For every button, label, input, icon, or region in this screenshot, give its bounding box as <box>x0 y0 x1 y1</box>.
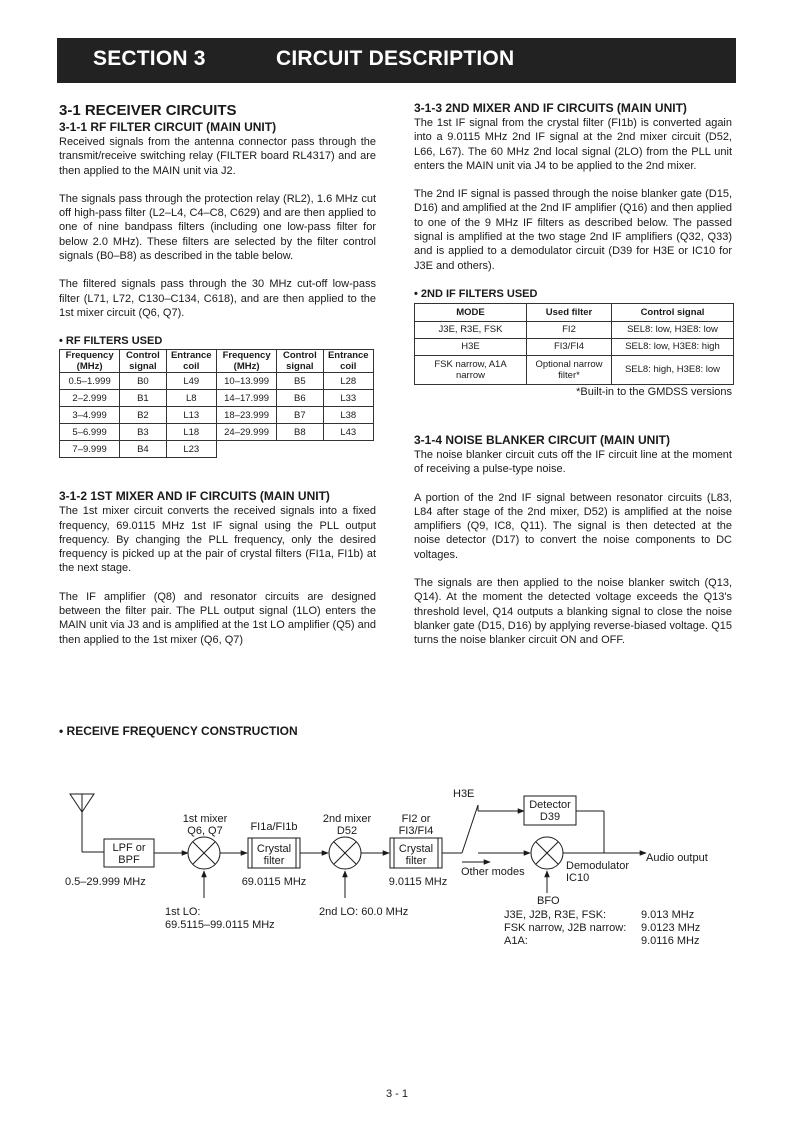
crystal-filter-1-label-2: filter <box>263 855 285 867</box>
rf-filter-paragraph-3: The filtered signals pass through the 30 MHz cut-off low-pass filter (L71, L72, C130–C134, C618), and are then applied to the 1st mixer circuit (Q6, Q7). <box>59 278 376 319</box>
table-cell: 3–4.999 <box>60 407 120 424</box>
table-cell: 14–17.999 <box>216 390 276 407</box>
table-row <box>60 390 374 407</box>
section-header-bar <box>57 38 736 83</box>
receiver-circuits-heading: 3-1 RECEIVER CIRCUITS <box>59 102 237 119</box>
lpf-label-2: BPF <box>118 854 140 866</box>
h3e-label: H3E <box>453 788 475 800</box>
crystal-filter-2-label-2: filter <box>405 855 427 867</box>
fi1-label: FI1a/FI1b <box>250 821 298 833</box>
page-number: 3 - 1 <box>385 1088 408 1100</box>
first-if-frequency: 69.0115 MHz <box>241 876 307 888</box>
table-header-cell: Entrance coil <box>323 350 373 373</box>
table-cell: B8 <box>277 424 323 441</box>
other-modes-label: Other modes <box>461 866 525 878</box>
second-mixer-heading: 3-1-3 2ND MIXER AND IF CIRCUITS (MAIN UNIT) <box>414 101 687 115</box>
table-cell: B1 <box>120 390 166 407</box>
table-cell: L43 <box>323 424 373 441</box>
second-mixer-paragraph-1: The 1st IF signal from the crystal filter (FI1b) is converted again into a 9.0115 MHz 2nd IF signal at the 2nd mixer circuit (D52, L66, L67). The 60 MHz 2nd local signal (2LO) from the PLL unit enters the MAIN unit via J4 to be applied to the 2nd mixer. <box>414 117 732 172</box>
table-cell: Optional narrow filter* <box>527 355 612 384</box>
table-header-cell: Control signal <box>277 350 323 373</box>
section-number: SECTION 3 <box>93 47 206 70</box>
section-title: CIRCUIT DESCRIPTION <box>276 47 515 70</box>
receive-frequency-construction-title: • RECEIVE FREQUENCY CONSTRUCTION <box>59 724 298 738</box>
table-row <box>60 373 374 390</box>
if-filters-table <box>414 303 734 385</box>
table-cell: 7–9.999 <box>60 441 120 458</box>
first-mixer-part-label: Q6, Q7 <box>187 825 223 837</box>
table-cell: L18 <box>166 424 216 441</box>
bfo-freq-2: 9.0123 MHz <box>641 922 701 934</box>
table-header-cell: Frequency (MHz) <box>216 350 276 373</box>
table-row <box>415 338 734 355</box>
table-cell: SEL8: low, H3E8: high <box>612 338 734 355</box>
second-mixer-label: 2nd mixer <box>322 813 372 825</box>
table-header-cell: MODE <box>415 303 527 321</box>
table-cell: H3E <box>415 338 527 355</box>
crystal-filter-1-label-1: Crystal <box>256 843 292 855</box>
table-cell: L13 <box>166 407 216 424</box>
table-cell: B6 <box>277 390 323 407</box>
table-row <box>415 355 734 384</box>
first-mixer-paragraph-2: The IF amplifier (Q8) and resonator circuits are designed between the filter pair. The PLL output signal (1LO) enters the MAIN unit via J3 and is amplified at the 1st LO amplifier (Q5) and then applied to the 1st mixer (Q6, Q7) <box>59 590 376 646</box>
noise-blanker-paragraph-2: A portion of the 2nd IF signal between resonator circuits (L83, L84 after stage of the 2nd mixer, D52) is amplified at the noise amplifiers (Q9, IC8, Q11). The signal is then detected at the noise detector (D17) to convert the noise components to DC voltages. <box>414 491 732 561</box>
table-cell: FSK narrow, A1A narrow <box>415 355 527 384</box>
first-lo-label: 1st LO: <box>165 906 201 918</box>
second-mixer-part-label: D52 <box>336 825 358 837</box>
second-lo-label: 2nd LO: 60.0 MHz <box>319 906 409 918</box>
bfo-mode-3: A1A: <box>504 935 528 947</box>
first-mixer-icon <box>188 837 220 869</box>
table-cell: L33 <box>323 390 373 407</box>
table-cell: FI2 <box>527 321 612 338</box>
table-cell: J3E, R3E, FSK <box>415 321 527 338</box>
receive-frequency-diagram <box>0 780 793 960</box>
table-row <box>60 407 374 424</box>
demodulator-mixer-icon <box>531 837 563 869</box>
first-mixer-paragraph-1: The 1st mixer circuit converts the received signals into a fixed frequency, 69.0115 MHz 1st IF signal using the PLL output frequency. By changing the PLL frequency, only the desired frequency is picked up at the pair of crystal filters (FI1a, FI1b) at the next stage. <box>59 505 376 575</box>
table-cell: 10–13.999 <box>216 373 276 390</box>
second-mixer-paragraph-2: The 2nd IF signal is passed through the noise blanker gate (D15, D16) and amplified at the 2nd IF amplifier (Q16) and then applied to one of the 9 MHz IF filters as described below. The passed signal is amplified at the two stage 2nd IF amplifiers (Q32, Q33) and is applied to a demodulator circuit (D39 for H3E or IC10 for J3E and others). <box>414 188 732 272</box>
noise-blanker-paragraph-3: The signals are then applied to the noise blanker switch (Q13, Q14). At the moment the detected voltage exceeds the Q13's threshold level, Q14 outputs a blanking signal to close the noise blanker gate (D15, D16) by applying reverse-biased voltage. Q15 turns the noise blanker circuit ON and OFF. <box>414 577 732 647</box>
crystal-filter-2-label-1: Crystal <box>398 843 434 855</box>
right-column <box>414 101 732 648</box>
table-header-cell: Control signal <box>612 303 734 321</box>
rf-range-label: 0.5–29.999 MHz <box>65 876 146 888</box>
table-header-row <box>415 303 734 321</box>
table-cell: B0 <box>120 373 166 390</box>
table-header-cell: Entrance coil <box>166 350 216 373</box>
table-cell: SEL8: low, H3E8: low <box>612 321 734 338</box>
table-cell: SEL8: high, H3E8: low <box>612 355 734 384</box>
rf-filters-table-title: • RF FILTERS USED <box>59 335 163 348</box>
demodulator-part-label: IC10 <box>566 872 590 884</box>
gmdss-footnote: *Built-in to the GMDSS versions <box>576 385 732 398</box>
bfo-mode-2: FSK narrow, J2B narrow: <box>504 922 627 934</box>
bfo-freq-1: 9.013 MHz <box>641 909 695 921</box>
table-cell: B4 <box>120 441 166 458</box>
second-if-frequency: 9.0115 MHz <box>388 876 448 888</box>
lpf-label-1: LPF or <box>112 842 146 854</box>
table-cell-empty <box>216 441 373 458</box>
table-cell: L49 <box>166 373 216 390</box>
table-cell: 24–29.999 <box>216 424 276 441</box>
table-cell: L28 <box>323 373 373 390</box>
demodulator-label: Demodulator <box>566 860 629 872</box>
table-row <box>60 424 374 441</box>
fi2-label-1: FI2 or <box>401 813 431 825</box>
table-cell: B3 <box>120 424 166 441</box>
table-cell: L23 <box>166 441 216 458</box>
fi2-label-2: FI3/FI4 <box>398 825 434 837</box>
table-cell: B2 <box>120 407 166 424</box>
table-cell: FI3/FI4 <box>527 338 612 355</box>
first-lo-range: 69.5115–99.0115 MHz <box>165 919 275 931</box>
detector-label: Detector <box>529 799 571 811</box>
table-cell: L8 <box>166 390 216 407</box>
antenna-icon <box>70 794 104 852</box>
bfo-mode-1: J3E, J2B, R3E, FSK: <box>504 909 607 921</box>
audio-output-label: Audio output <box>646 852 708 864</box>
table-header-cell: Control signal <box>120 350 166 373</box>
table-cell: B5 <box>277 373 323 390</box>
if-filters-table-title: • 2ND IF FILTERS USED <box>414 287 538 300</box>
first-mixer-label: 1st mixer <box>182 813 228 825</box>
bfo-label: BFO <box>537 895 560 907</box>
rf-filters-table <box>59 349 374 458</box>
noise-blanker-heading: 3-1-4 NOISE BLANKER CIRCUIT (MAIN UNIT) <box>414 432 671 447</box>
table-cell: 0.5–1.999 <box>60 373 120 390</box>
table-cell: B7 <box>277 407 323 424</box>
table-cell: 2–2.999 <box>60 390 120 407</box>
detector-part-label: D39 <box>539 811 561 823</box>
bfo-freq-3: 9.0116 MHz <box>641 935 700 947</box>
table-header-cell: Used filter <box>527 303 612 321</box>
table-cell: 5–6.999 <box>60 424 120 441</box>
mode-switch <box>462 805 478 853</box>
table-header-row <box>60 350 374 373</box>
rf-filter-heading: 3-1-1 RF FILTER CIRCUIT (MAIN UNIT) <box>59 120 277 134</box>
table-row <box>415 321 734 338</box>
noise-blanker-paragraph-1: The noise blanker circuit cuts off the IF circuit line at the moment of receiving a pulse-type noise. <box>414 448 732 476</box>
second-mixer-icon <box>329 837 361 869</box>
rf-filter-paragraph-1: Received signals from the antenna connector pass through the transmit/receive switching relay (FILTER board RL4317) and are then applied to the MAIN unit via J2. <box>59 136 376 177</box>
table-header-cell: Frequency (MHz) <box>60 350 120 373</box>
first-mixer-heading: 3-1-2 1ST MIXER AND IF CIRCUITS (MAIN UNIT) <box>59 489 330 504</box>
left-column <box>59 101 376 647</box>
rf-filter-paragraph-2: The signals pass through the protection relay (RL2), 1.6 MHz cut off high-pass filter (L2–L4, C4–C8, C629) and are then applied to one of nine bandpass filters (including one low-pass filter for below 2.0 MHz). These filters are selected by the filter control signals (B0–B8) as described in the table below. <box>59 192 376 263</box>
table-row <box>60 441 374 458</box>
table-cell: L38 <box>323 407 373 424</box>
table-cell: 18–23.999 <box>216 407 276 424</box>
